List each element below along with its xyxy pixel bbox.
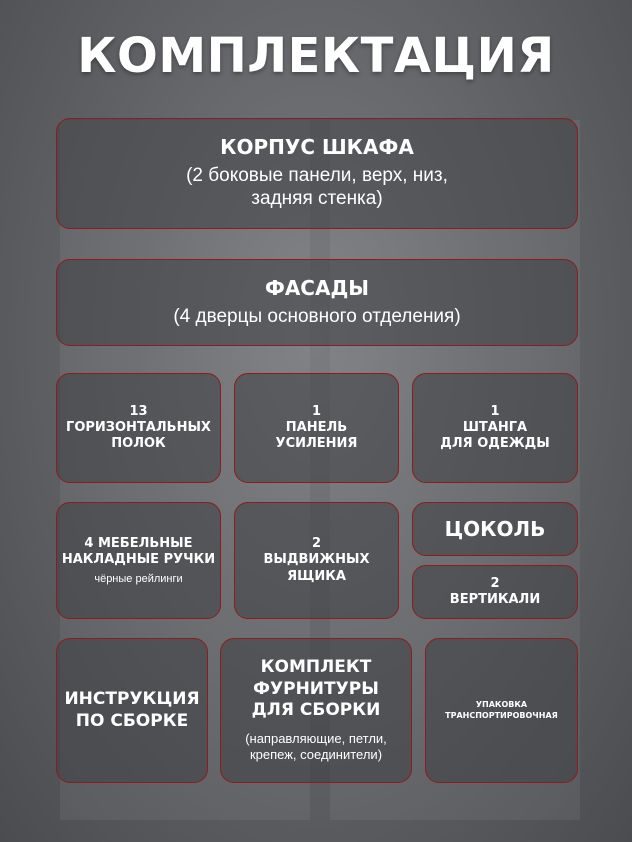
card-upakovka <box>425 638 578 783</box>
card-fasady-sub: (4 дверцы основного отделения) <box>173 305 461 327</box>
card-yashchiki <box>234 502 399 619</box>
card-shtanga <box>412 373 578 483</box>
card-fasady <box>56 259 578 346</box>
card-upakovka-heading: УПАКОВКА ТРАНСПОРТИРОВОЧНАЯ <box>445 700 558 720</box>
card-panel <box>234 373 399 483</box>
card-korpus <box>56 118 578 229</box>
card-ruchki-sub: чёрные рейлинги <box>94 573 183 586</box>
card-korpus-sub: (2 боковые панели, верх, низ, задняя стенка) <box>186 165 448 209</box>
card-shtanga-heading: 1 ШТАНГА ДЛЯ ОДЕЖДЫ <box>440 403 550 452</box>
card-vertikali-heading: 2 ВЕРТИКАЛИ <box>449 575 541 607</box>
page-title: КОМПЛЕКТАЦИЯ <box>77 28 555 84</box>
card-panel-heading: 1 ПАНЕЛЬ УСИЛЕНИЯ <box>275 403 358 452</box>
card-ruchki <box>56 502 221 619</box>
card-polki-heading: 13 ГОРИЗОНТАЛЬНЫХ ПОЛОК <box>66 403 211 452</box>
card-fasady-heading: ФАСАДЫ <box>264 275 369 300</box>
card-ruchki-heading: 4 МЕБЕЛЬНЫЕ НАКЛАДНЫЕ РУЧКИ <box>61 535 216 567</box>
card-vertikali <box>412 565 578 619</box>
card-instrukciya <box>56 638 208 783</box>
card-furnitura-sub: (направляющие, петли, крепеж, соединители) <box>245 731 387 763</box>
card-furnitura <box>220 638 412 783</box>
card-cokol <box>412 502 578 556</box>
card-yashchiki-heading: 2 ВЫДВИЖНЫХ ЯЩИКА <box>263 536 370 584</box>
card-instrukciya-heading: ИНСТРУКЦИЯ ПО СБОРКЕ <box>64 689 200 731</box>
card-korpus-heading: КОРПУС ШКАФА <box>220 135 414 160</box>
card-furnitura-heading: КОМПЛЕКТ ФУРНИТУРЫ ДЛЯ СБОРКИ <box>251 657 381 720</box>
card-cokol-heading: ЦОКОЛЬ <box>444 516 546 541</box>
card-polki <box>56 373 221 483</box>
